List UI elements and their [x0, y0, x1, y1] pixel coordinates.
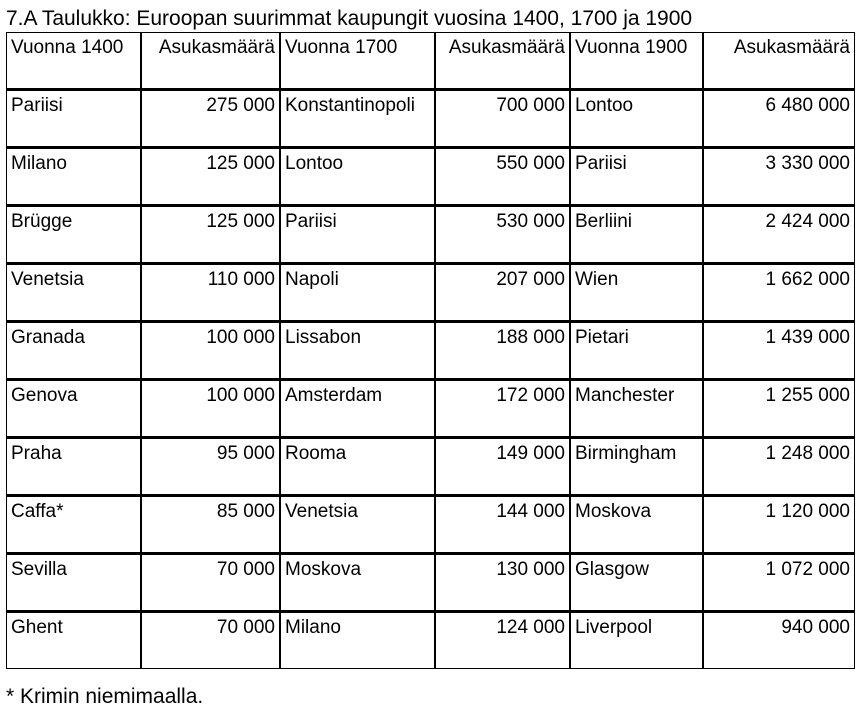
table-row [7, 439, 854, 497]
table-row [7, 613, 854, 668]
cell-city-1900: Moskova [571, 497, 704, 555]
cell-population-1700: 149 000 [436, 439, 571, 497]
cell-population-1700: 144 000 [436, 497, 571, 555]
cell-city-1700: Lissabon [281, 323, 436, 381]
cell-city-1400: Ghent [7, 613, 142, 668]
cell-population-1400: 125 000 [142, 149, 281, 207]
cell-city-1900: Lontoo [571, 91, 704, 149]
cell-population-1400: 125 000 [142, 207, 281, 265]
table-row [7, 381, 854, 439]
cell-population-1700: 124 000 [436, 613, 571, 668]
table-body [7, 33, 854, 668]
table-row [7, 207, 854, 265]
header-cell-year-1900: Vuonna 1900 [571, 33, 704, 91]
cell-city-1700: Napoli [281, 265, 436, 323]
header-cell-population-1900: Asukasmäärä [704, 33, 854, 91]
table-row [7, 265, 854, 323]
cell-population-1900: 2 424 000 [704, 207, 854, 265]
cell-city-1400: Praha [7, 439, 142, 497]
cell-city-1900: Birmingham [571, 439, 704, 497]
cell-population-1700: 550 000 [436, 149, 571, 207]
cell-population-1700: 130 000 [436, 555, 571, 613]
cell-city-1400: Genova [7, 381, 142, 439]
cell-city-1900: Berliini [571, 207, 704, 265]
cell-population-1900: 1 248 000 [704, 439, 854, 497]
cell-population-1400: 110 000 [142, 265, 281, 323]
cell-city-1900: Glasgow [571, 555, 704, 613]
table-row [7, 497, 854, 555]
cell-population-1700: 188 000 [436, 323, 571, 381]
cell-city-1700: Venetsia [281, 497, 436, 555]
cell-population-1400: 275 000 [142, 91, 281, 149]
cell-city-1900: Wien [571, 265, 704, 323]
cell-city-1400: Granada [7, 323, 142, 381]
cell-city-1700: Milano [281, 613, 436, 668]
cell-city-1900: Pietari [571, 323, 704, 381]
table-row [7, 323, 854, 381]
cell-city-1400: Sevilla [7, 555, 142, 613]
cell-city-1900: Liverpool [571, 613, 704, 668]
cell-city-1400: Pariisi [7, 91, 142, 149]
cell-population-1900: 1 662 000 [704, 265, 854, 323]
cell-population-1400: 70 000 [142, 613, 281, 668]
cell-population-1900: 1 439 000 [704, 323, 854, 381]
header-cell-year-1700: Vuonna 1700 [281, 33, 436, 91]
cell-city-1700: Konstantinopoli [281, 91, 436, 149]
cities-table [6, 32, 855, 669]
cell-city-1900: Manchester [571, 381, 704, 439]
table-row [7, 555, 854, 613]
cell-population-1900: 6 480 000 [704, 91, 854, 149]
cell-population-1400: 95 000 [142, 439, 281, 497]
table-row [7, 149, 854, 207]
cell-city-1700: Lontoo [281, 149, 436, 207]
header-row [7, 33, 854, 91]
cell-city-1700: Moskova [281, 555, 436, 613]
cell-population-1900: 1 072 000 [704, 555, 854, 613]
cell-population-1900: 3 330 000 [704, 149, 854, 207]
cell-population-1900: 1 255 000 [704, 381, 854, 439]
table-title: 7.A Taulukko: Euroopan suurimmat kaupungit vuosina 1400, 1700 ja 1900 [6, 7, 693, 30]
cell-population-1700: 172 000 [436, 381, 571, 439]
table-row [7, 91, 854, 149]
cell-city-1900: Pariisi [571, 149, 704, 207]
header-cell-population-1700: Asukasmäärä [436, 33, 571, 91]
cell-population-1900: 940 000 [781, 617, 850, 638]
cell-city-1400: Venetsia [7, 265, 142, 323]
cell-population-1400: 85 000 [142, 497, 281, 555]
header-cell-population-1400: Asukasmäärä [142, 33, 281, 91]
cell-city-1700: Pariisi [281, 207, 436, 265]
cell-city-1400: Brügge [7, 207, 142, 265]
cell-population-1900: 1 120 000 [704, 497, 854, 555]
cell-city-1700: Rooma [281, 439, 436, 497]
cell-city-1700: Amsterdam [281, 381, 436, 439]
header-cell-year-1400: Vuonna 1400 [7, 33, 142, 91]
cell-population-1700: 530 000 [436, 207, 571, 265]
cell-city-1400: Caffa* [7, 497, 142, 555]
cell-city-1400: Milano [7, 149, 142, 207]
cell-population-1700: 207 000 [436, 265, 571, 323]
footnote: * Krimin niemimaalla. [6, 685, 204, 708]
cell-population-1700: 700 000 [436, 91, 571, 149]
cell-population-1400: 100 000 [142, 381, 281, 439]
cell-population-1400: 100 000 [142, 323, 281, 381]
cell-population-1400: 70 000 [142, 555, 281, 613]
